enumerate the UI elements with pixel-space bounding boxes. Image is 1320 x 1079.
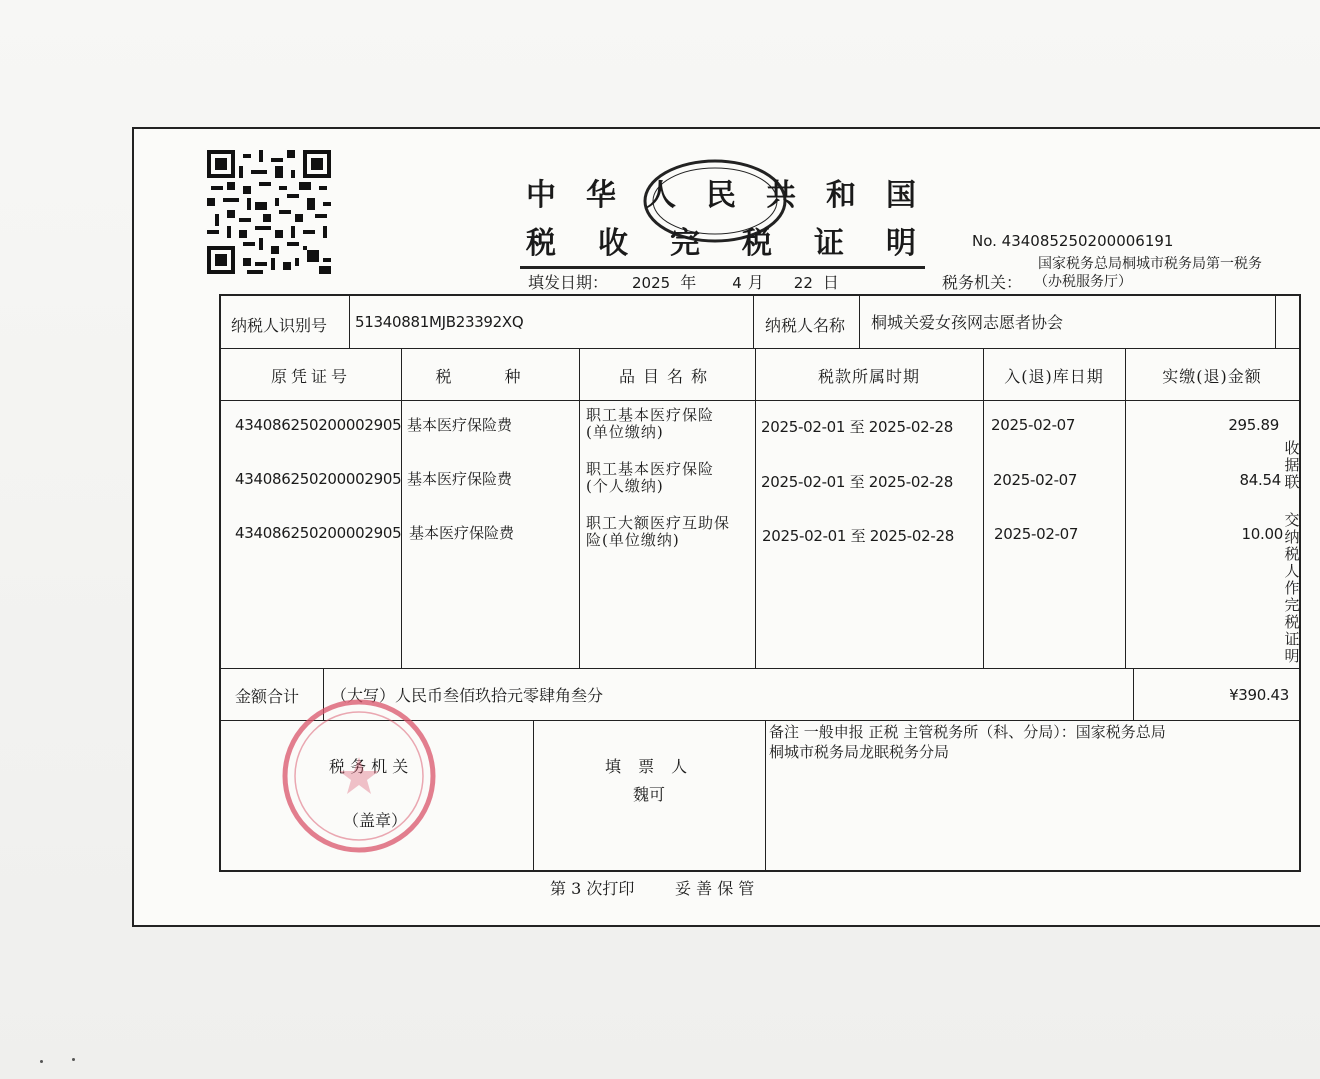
- red-official-seal-icon: [278, 697, 440, 855]
- filler-label: 填 票 人: [605, 757, 694, 776]
- total-label: 金额合计: [235, 687, 300, 706]
- row-date: 2025-02-07: [991, 416, 1076, 434]
- title-char: 证: [814, 226, 844, 261]
- taxpayer-name-value: 桐城关爱女孩网志愿者协会: [871, 313, 1064, 332]
- title-underline: [520, 266, 925, 269]
- total-amount: ¥390.43: [1229, 686, 1289, 704]
- fill-date-month-unit: 月: [747, 273, 764, 292]
- title-char: 国: [886, 178, 916, 213]
- title-char: 共: [766, 178, 796, 213]
- row-period: 2025-02-01 至 2025-02-28: [761, 418, 953, 436]
- row-tax-type: 基本医疗保险费: [407, 416, 513, 434]
- row-item-line2: 险(单位缴纳): [586, 531, 680, 549]
- total-in-words: （大写）人民币叁佰玖拾元零肆角叁分: [331, 686, 604, 705]
- row-amount: 84.54: [1239, 471, 1281, 489]
- row-voucher: 434086250200002905: [235, 470, 402, 488]
- fill-date-year: 2025: [632, 274, 671, 292]
- fill-date-day-unit: 日: [822, 273, 839, 292]
- qr-code-icon: [207, 150, 331, 274]
- title-char: 明: [886, 226, 916, 261]
- divider: [859, 296, 860, 348]
- row-item-line1: 职工大额医疗互助保: [586, 514, 731, 532]
- speck: [40, 1060, 43, 1063]
- title-char: 华: [586, 178, 616, 213]
- row-date: 2025-02-07: [994, 525, 1079, 543]
- tax-authority-value: [1034, 255, 1262, 291]
- document-number: No. 434085250200006191: [972, 232, 1174, 250]
- col-header-period: 税款所属时期: [817, 366, 920, 386]
- col-header-tax-type: 税 种: [435, 366, 545, 386]
- col-header-amount: 实缴(退)金额: [1162, 366, 1262, 386]
- remark-line-1: 备注 一般申报 正税 主管税务所（科、分局）：国家税务总局: [769, 723, 1166, 741]
- remarks: [769, 722, 1166, 762]
- row-period: 2025-02-01 至 2025-02-28: [762, 527, 954, 545]
- row-item-line2: (单位缴纳): [586, 423, 664, 441]
- authority-label: 税 务 机 关: [329, 757, 409, 776]
- title-char: 税: [526, 226, 556, 261]
- row-item-name: [586, 461, 714, 495]
- divider: [221, 668, 1299, 669]
- tax-authority-line1: 国家税务总局桐城市税务局第一税务: [1038, 256, 1262, 272]
- row-item-name: [586, 515, 730, 549]
- taxpayer-id-value: 51340881MJB23392XQ: [355, 313, 524, 331]
- divider: [533, 720, 534, 872]
- fill-date-label: 填发日期：: [528, 273, 609, 292]
- row-amount: 10.00: [1241, 525, 1283, 543]
- divider: [221, 400, 1299, 401]
- row-item-name: [586, 407, 714, 441]
- filler-name: 魏可: [633, 785, 666, 804]
- row-period: 2025-02-01 至 2025-02-28: [761, 473, 953, 491]
- row-amount: 295.89: [1228, 416, 1279, 434]
- row-tax-type: 基本医疗保险费: [409, 524, 515, 542]
- title-char: 人: [646, 178, 676, 213]
- fill-date-year-unit: 年: [680, 273, 697, 292]
- divider: [221, 348, 1299, 349]
- tax-authority-label: 税务机关：: [942, 273, 1023, 292]
- col-header-item-name: 品目名称: [618, 366, 715, 386]
- taxpayer-id-label: 纳税人识别号: [231, 316, 328, 335]
- row-voucher: 434086250200002905: [235, 416, 402, 434]
- fill-date-month: 4: [732, 274, 742, 292]
- side-note-receipt: 收据联: [1284, 439, 1300, 491]
- title-char: 民: [706, 178, 736, 213]
- row-tax-type: 基本医疗保险费: [407, 470, 513, 488]
- divider: [349, 296, 350, 348]
- col-header-voucher: 原凭证号: [270, 366, 351, 386]
- title-char: 和: [826, 178, 856, 213]
- col-header-date: 入(退)库日期: [1004, 366, 1104, 386]
- title-line-1: [526, 170, 916, 214]
- print-note: 第 3 次打印 妥 善 保 管: [550, 879, 755, 898]
- divider: [753, 296, 754, 348]
- title-char: 完: [670, 226, 700, 261]
- divider: [765, 720, 766, 872]
- title-char: 收: [598, 226, 628, 261]
- document-title: [520, 170, 930, 269]
- title-char: 税: [742, 226, 772, 261]
- side-note-purpose: 交纳税人作完税证明: [1284, 511, 1300, 665]
- divider: [1275, 296, 1276, 348]
- speck: [72, 1058, 75, 1061]
- seal-label: （盖章）: [343, 811, 408, 830]
- remark-line-2: 桐城市税务局龙眠税务分局: [769, 743, 950, 761]
- taxpayer-name-label: 纳税人名称: [765, 316, 846, 335]
- row-item-line1: 职工基本医疗保险: [586, 460, 715, 478]
- row-item-line2: (个人缴纳): [586, 477, 664, 495]
- title-line-2: [526, 218, 916, 262]
- row-date: 2025-02-07: [993, 471, 1078, 489]
- row-voucher: 434086250200002905: [235, 524, 402, 542]
- fill-date-day: 22: [793, 274, 813, 292]
- fill-date: [528, 270, 839, 293]
- tax-authority-line2: （办税服务厅）: [1034, 274, 1132, 290]
- row-item-line1: 职工基本医疗保险: [586, 406, 715, 424]
- title-char: 中: [526, 178, 556, 213]
